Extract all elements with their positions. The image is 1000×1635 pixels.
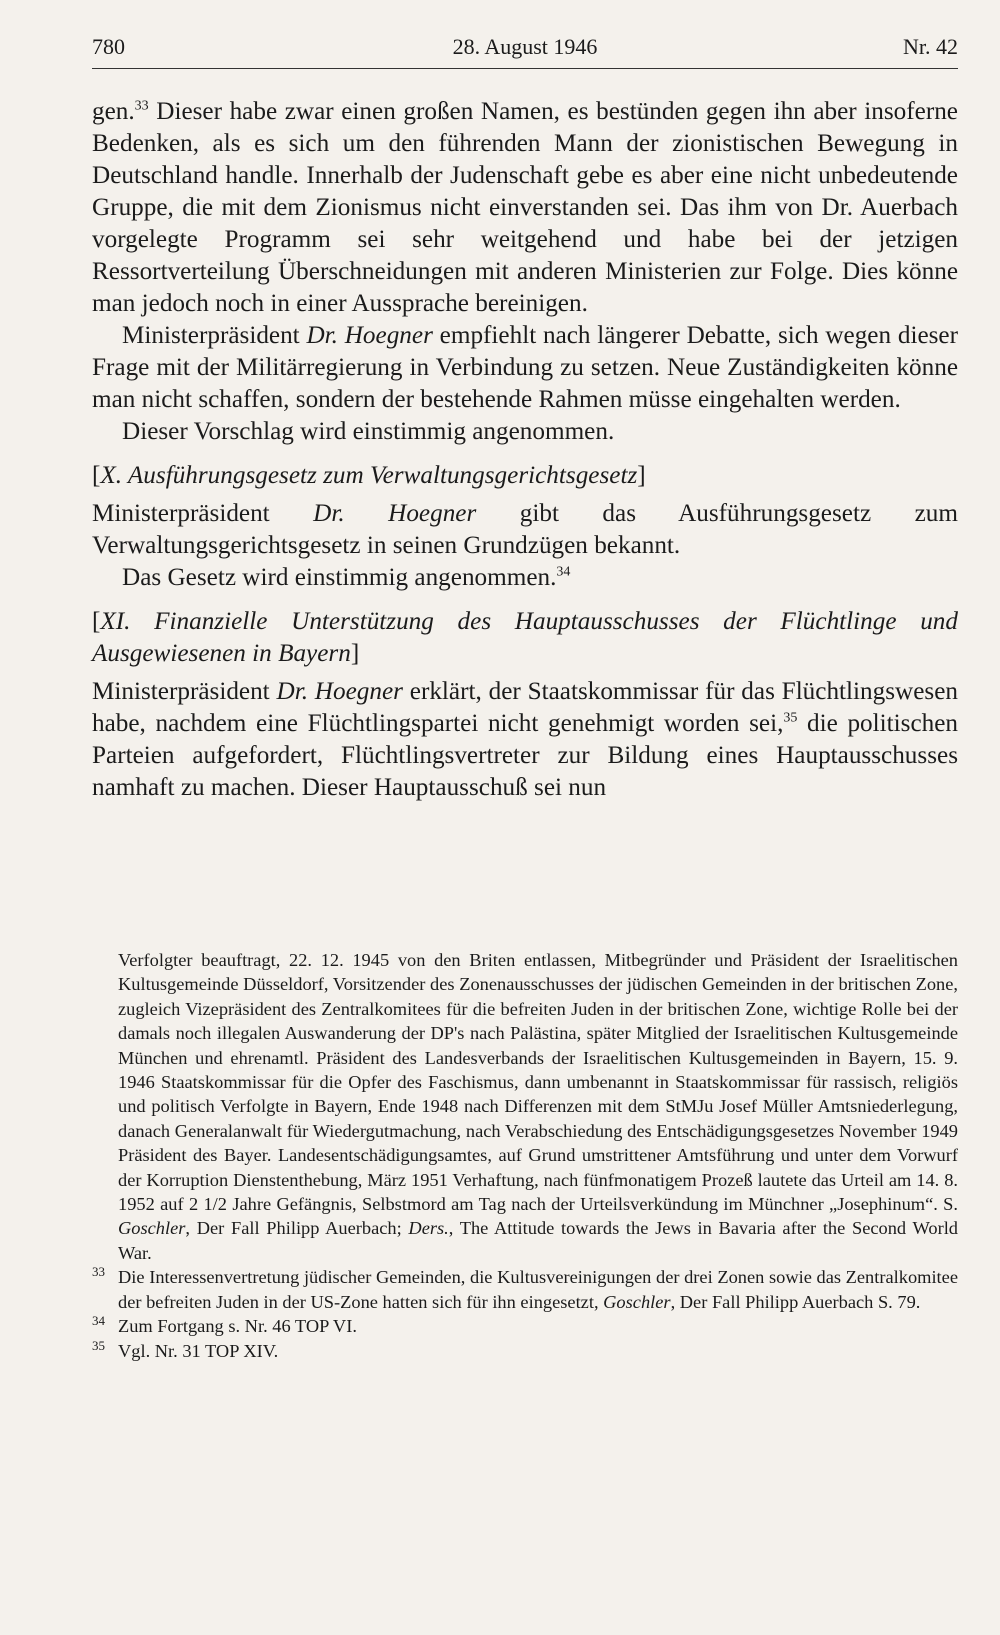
paragraph — [92, 676, 958, 804]
paragraph — [92, 562, 958, 594]
bracket: ] — [637, 462, 646, 489]
text-run: empfiehlt nach längerer Debatte, sich wegen dieser Frage mit der Militärregierung in Verbindung zu setzen. Neue Zuständigkeiten könne man nicht schaffen, sondern der bestehende Rahmen müsse eingehalten werden. — [92, 322, 958, 413]
text-run: Ministerpräsident — [92, 500, 314, 527]
author-name: Goschler — [603, 1291, 671, 1312]
section-heading-x — [92, 460, 958, 492]
text-run: Dieser habe zwar einen großen Namen, es bestünden gegen ihn aber insoferne Bedenken, als es sich um den führenden Mann der zionistischen Bewegung in Deutschland handle. Innerhalb der Judenschaft gebe es aber eine nicht unbedeutende Gruppe, die mit dem Zionismus nicht einverstanden sei. Das ihm von Dr. Auerbach vorgelegte Programm sei sehr weitgehend und habe bei der jetzigen Ressortverteilung Überschneidungen mit anderen Ministerien zur Folge. Dies könne man jedoch noch in einer Aussprache bereinigen. — [92, 98, 958, 317]
paragraph — [92, 320, 958, 416]
text-run: Das Gesetz wird einstimmig angenommen. — [122, 564, 557, 591]
footnote-ref-34[interactable]: 34 — [556, 564, 571, 580]
text-run: Die Interessenvertretung jüdischer Gemeinden, die Kultusvereinigungen der drei Zonen sowie das Zentralkomitee der befreiten Juden in der US-Zone hatten sich für ihn eingesetzt, — [118, 1267, 958, 1312]
footnotes — [92, 948, 958, 1363]
footnote-33 — [92, 1265, 958, 1314]
text-run: Zum Fortgang s. Nr. 46 TOP VI. — [118, 1316, 357, 1337]
footnote-ref-35[interactable]: 35 — [783, 710, 798, 726]
text-run: gen. — [92, 98, 135, 125]
header-rule — [92, 68, 958, 69]
text-run: Verfolgter beauftragt, 22. 12. 1945 von den Briten entlassen, Mitbegründer und Präsident der Israelitischen Kultusgemeinde Düsseldorf, Vorsitzender des Zonenausschusses der jüdischen Gemeinden in der britischen Zone, zugleich Vizepräsident des Zentralkomitees für die befreiten Juden in der britischen Zone, wichtige Rolle bei der damals noch illegalen Auswanderung der DP's nach Palästina, später Mitglied der Israelitischen Kultusgemeinde München und ehrenamtl. Präsident des Landesverbands der Israelitischen Kultusgemeinden in Bayern, 15. 9. 1946 Staatskommissar für die Opfer des Faschismus, dann umbenannt in Staatskommissar für rassisch, religiös und politisch Verfolgte in Bayern, Ende 1948 nach Differenzen mit dem StMJu Josef Müller Amtsniederlegung, danach Generalanwalt für Wiedergutmachung, nach Verabschiedung des Entschädigungsgesetzes November 1949 Präsident des Bayer. Landesentschädigungsamtes, auf Grund umstrittener Amtsführung und unter dem Vorwurf der Korruption Dienstenthebung, März 1951 Verhaftung, nach fünfmonatigem Prozeß lautete das Urteil am 14. 8. 1952 auf 2 1/2 Jahre Gefängnis, Selbstmord am Tag nach der Urteilsverkündung im Münchner „Josephinum“. S. — [118, 950, 958, 1215]
footnote-34 — [92, 1314, 958, 1338]
section-title: X. Ausführungsgesetz zum Verwaltungsgerichtsgesetz — [100, 462, 638, 489]
main-text — [92, 96, 958, 804]
bracket: [ — [92, 462, 101, 489]
running-header — [92, 34, 958, 68]
footnote-continuation — [92, 948, 958, 1265]
author-name: Goschler — [118, 1218, 186, 1239]
paragraph: Dieser Vorschlag wird einstimmig angenommen. — [122, 418, 615, 445]
text-run: Ministerpräsident — [92, 678, 277, 705]
text-run: die politischen Parteien aufgefordert, Flüchtlingsvertreter zur Bildung eines Hauptausschusses namhaft zu machen. Dieser Hauptausschuß sei nun — [92, 710, 958, 801]
text-run: , The Attitude towards the Jews in Bavaria after the Second World War. — [118, 1218, 959, 1263]
bracket: ] — [350, 640, 360, 667]
header-date: 28. August 1946 — [452, 34, 598, 59]
text-run: , Der Fall Philipp Auerbach S. 79. — [670, 1291, 921, 1312]
issue-number: Nr. 42 — [903, 34, 958, 59]
footnote-ref-33[interactable]: 33 — [134, 98, 149, 114]
author-name: Ders. — [408, 1218, 449, 1239]
section-heading-xi — [92, 606, 958, 670]
paragraph — [92, 96, 958, 320]
footnote-35 — [92, 1339, 958, 1363]
footnote-number: 34 — [92, 1313, 105, 1329]
text-run: Ministerpräsident — [122, 322, 307, 349]
text-run: erklärt, der Staatskommissar für das Flüchtlingswesen habe, nachdem eine Flüchtlingspartei nicht genehmigt worden sei, — [92, 678, 958, 737]
text-run: gibt das Ausführungsgesetz zum Verwaltungsgerichtsgesetz in seinen Grundzügen bekannt. — [92, 500, 958, 559]
page-number: 780 — [92, 34, 125, 59]
person-name: Dr. Hoegner — [313, 500, 477, 527]
text-run: , Der Fall Philipp Auerbach; — [185, 1218, 409, 1239]
paragraph — [92, 498, 958, 562]
bracket: [ — [92, 608, 101, 635]
footnote-number: 33 — [92, 1264, 105, 1280]
person-name: Dr. Hoegner — [306, 322, 433, 349]
text-run: Vgl. Nr. 31 TOP XIV. — [118, 1340, 279, 1361]
footnote-number: 35 — [92, 1337, 105, 1353]
section-title: XI. Finanzielle Unterstützung des Hauptausschusses der Flüchtlinge und Ausgewiesenen in Bayern — [92, 608, 958, 667]
person-name: Dr. Hoegner — [276, 678, 403, 705]
